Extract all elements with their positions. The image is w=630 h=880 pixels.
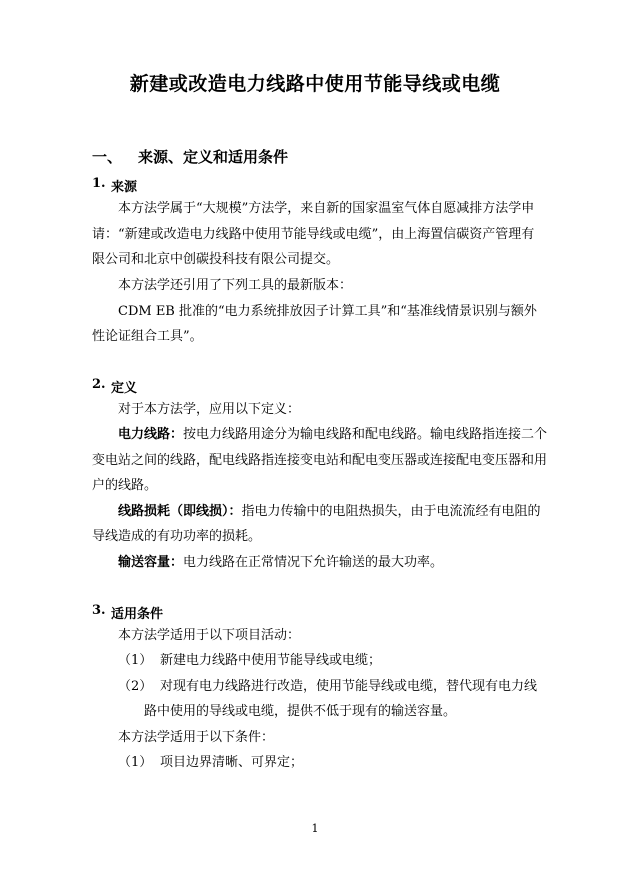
subsection-heading: 定义 xyxy=(111,381,138,396)
definition-text: 指电力传输中的电阻热损失，由于电流流经有电阻的 xyxy=(241,504,541,519)
document-title: 新建或改造电力线路中使用节能导线或电缆 xyxy=(129,73,501,95)
subsection-number: 2. xyxy=(92,377,106,392)
list-item-number: （1） xyxy=(118,653,153,668)
section-number: 一、 xyxy=(92,148,123,166)
definition-text: 电力线路在正常情况下允许输送的最大功率。 xyxy=(183,555,444,570)
paragraph-line: 对于本方法学，应用以下定义： xyxy=(118,402,301,417)
section-heading: 来源、定义和适用条件 xyxy=(138,148,289,166)
definition-text: 按电力线路用途分为输电线路和配电线路。输电线路指连接二个 xyxy=(183,427,548,442)
paragraph-line: 变电站之间的线路，配电线路指连接变电站和配电变压器或连接配电变压器和用 xyxy=(92,453,548,468)
paragraph-line: 本方法学属于“大规模”方法学，来自新的国家温室气体自愿减排方法学申 xyxy=(118,201,535,216)
list-item: 项目边界清晰、可界定； xyxy=(160,755,304,770)
list-item-continuation: 路中使用的导线或电缆，提供不低于现有的输送容量。 xyxy=(144,704,457,719)
definition-term: 电力线路： xyxy=(118,427,184,442)
paragraph-line: 性论证组合工具”。 xyxy=(92,329,203,344)
paragraph-line: 本方法学还引用了下列工具的最新版本： xyxy=(118,278,353,293)
definition-term: 线路损耗（即线损）： xyxy=(118,504,242,519)
paragraph-line: 本方法学适用于以下条件： xyxy=(118,730,275,745)
definition-line xyxy=(118,556,443,569)
list-item-number: （1） xyxy=(118,755,153,770)
list-item: 新建电力线路中使用节能导线或电缆； xyxy=(160,653,382,668)
subsection-heading: 适用条件 xyxy=(111,607,164,622)
paragraph-line: CDM EB 批准的“电力系统排放因子计算工具”和“基准线情景识别与额外 xyxy=(118,304,537,319)
definition-line xyxy=(118,428,547,441)
paragraph-line: 请：“新建或改造电力线路中使用节能导线或电缆”，由上海置信碳资产管理有 xyxy=(92,227,535,242)
definition-line xyxy=(118,505,541,518)
list-item: 对现有电力线路进行改造，使用节能导线或电缆，替代现有电力线 xyxy=(160,679,538,694)
paragraph-line: 导线造成的有功功率的损耗。 xyxy=(92,529,262,544)
paragraph-line: 本方法学适用于以下项目活动： xyxy=(118,628,301,643)
subsection-number: 3. xyxy=(92,603,106,618)
subsection-number: 1. xyxy=(92,176,106,191)
paragraph-line: 户的线路。 xyxy=(92,478,158,493)
page-number: 1 xyxy=(311,822,319,835)
subsection-heading: 来源 xyxy=(111,180,138,195)
list-item-number: （2） xyxy=(118,679,153,694)
definition-term: 输送容量： xyxy=(118,555,184,570)
paragraph-line: 限公司和北京中创碳投科技有限公司提交。 xyxy=(92,252,340,267)
